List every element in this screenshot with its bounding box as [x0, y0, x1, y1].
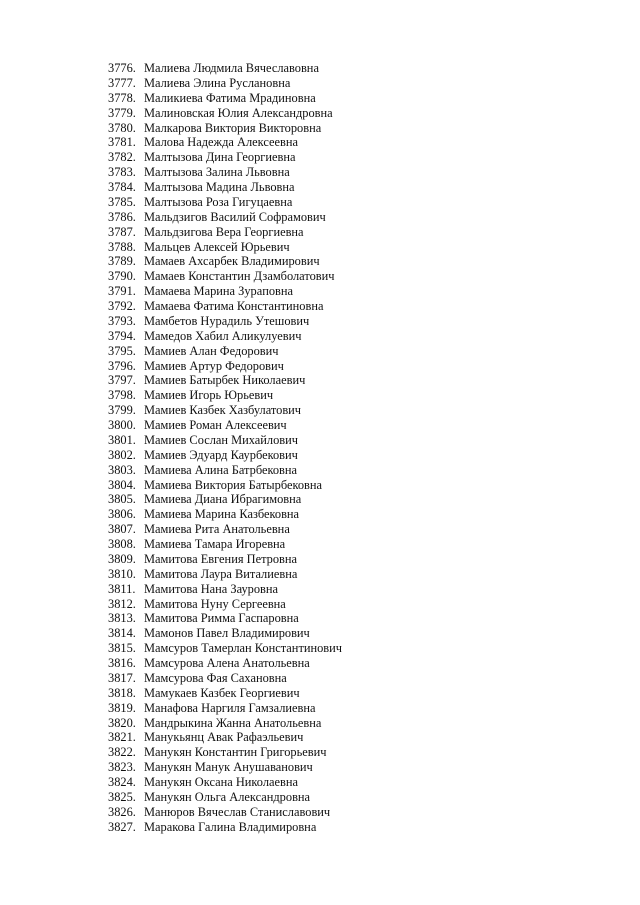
list-item	[108, 284, 342, 299]
list-item	[108, 165, 342, 180]
entry-number: 3799.	[108, 403, 136, 418]
entry-name: Мамиева Диана Ибрагимовна	[144, 492, 302, 507]
list-item	[108, 388, 342, 403]
entry-number: 3816.	[108, 656, 136, 670]
entry-name: Манюров Вячеслав Станиславович	[144, 804, 331, 819]
list-item	[108, 269, 342, 284]
list-item	[108, 641, 342, 656]
list-item	[108, 582, 342, 597]
entry-number: 3814.	[108, 626, 136, 641]
entry-name: Мамиев Казбек Хазбулатович	[144, 403, 302, 418]
entry-number: 3795.	[108, 343, 136, 358]
entry-name: Мальцев Алексей Юрьевич	[144, 239, 290, 254]
list-item	[108, 373, 342, 388]
entry-name: Мамиев Сослан Михайлович	[144, 432, 299, 447]
list-item	[108, 552, 342, 567]
entry-number: 3786.	[108, 209, 136, 224]
list-item	[108, 805, 342, 820]
entry-name: Мамсуров Тамерлан Константинович	[144, 641, 343, 656]
entry-name: Мамбетов Нурадиль Утешович	[144, 313, 310, 328]
entry-name: Мамиев Игорь Юрьевич	[144, 388, 274, 403]
entry-number: 3797.	[108, 373, 136, 388]
entry-name: Мамиева Виктория Батырбековна	[144, 477, 323, 492]
entry-name: Мамиева Тамара Игоревна	[144, 537, 286, 551]
list-item	[108, 329, 342, 344]
entry-name: Манукян Манук Анушаванович	[144, 760, 313, 775]
entry-number: 3800.	[108, 418, 136, 432]
entry-number: 3792.	[108, 299, 136, 313]
entry-number: 3813.	[108, 611, 136, 626]
entry-number: 3782.	[108, 150, 136, 165]
entry-name: Мамитова Римма Гаспаровна	[144, 611, 299, 626]
list-item	[108, 775, 342, 790]
entry-name: Манафова Наргиля Гамзалиевна	[144, 700, 316, 715]
list-item	[108, 403, 342, 418]
entry-number: 3818.	[108, 685, 136, 700]
entry-number: 3809.	[108, 551, 136, 566]
entry-name: Мамукаев Казбек Георгиевич	[144, 685, 300, 700]
entry-name: Манукян Оксана Николаевна	[144, 775, 298, 789]
entry-name: Малиева Элина Руслановна	[144, 75, 291, 90]
list-item	[108, 656, 342, 671]
entry-number: 3777.	[108, 75, 136, 90]
entry-name: Мамаев Ахсарбек Владимирович	[144, 254, 320, 269]
entry-number: 3783.	[108, 165, 136, 180]
entry-number: 3812.	[108, 596, 136, 611]
entry-number: 3822.	[108, 745, 136, 760]
entry-name: Малкарова Виктория Викторовна	[144, 120, 322, 135]
list-item	[108, 820, 342, 835]
list-item	[108, 254, 342, 269]
entry-number: 3788.	[108, 239, 136, 254]
entry-number: 3794.	[108, 328, 136, 343]
entry-number: 3801.	[108, 432, 136, 447]
list-item	[108, 433, 342, 448]
entry-name: Мамаева Марина Зурaповна	[144, 284, 294, 299]
entry-name: Мамедов Хабил Аликулуевич	[144, 328, 302, 343]
list-item	[108, 61, 342, 76]
entry-number: 3824.	[108, 775, 136, 789]
entry-name: Мандрыкина Жанна Анатольевна	[144, 715, 322, 730]
list-item	[108, 716, 342, 731]
list-item	[108, 240, 342, 255]
entry-name: Мамиева Марина Казбековна	[144, 507, 300, 522]
list-item	[108, 195, 342, 210]
entry-number: 3776.	[108, 61, 136, 75]
entry-name: Мамонов Павел Владимирович	[144, 626, 310, 641]
entry-name: Малиева Людмила Вячеславовна	[144, 61, 319, 75]
entry-name: Мамиев Роман Алексеевич	[144, 418, 287, 432]
entry-number: 3780.	[108, 120, 136, 135]
entry-number: 3796.	[108, 358, 136, 373]
entry-name: Малова Надежда Алексеевна	[144, 135, 298, 150]
list-item	[108, 745, 342, 760]
list-item	[108, 225, 342, 240]
list-item	[108, 344, 342, 359]
entry-number: 3820.	[108, 715, 136, 730]
list-item	[108, 135, 342, 150]
entry-name: Малиновская Юлия Александровна	[144, 105, 333, 120]
entry-number: 3798.	[108, 388, 136, 403]
list-item	[108, 760, 342, 775]
entry-number: 3787.	[108, 224, 136, 239]
list-item	[108, 418, 342, 433]
list-item	[108, 210, 342, 225]
entry-number: 3781.	[108, 135, 136, 150]
entry-name: Мамиева Рита Анатольевна	[144, 522, 290, 537]
entry-number: 3826.	[108, 804, 136, 819]
entry-number: 3803.	[108, 462, 136, 477]
entry-name: Манукян Константин Григорьевич	[144, 745, 327, 760]
entry-name: Мамитова Нуну Сергеевна	[144, 596, 286, 611]
entry-number: 3804.	[108, 477, 136, 492]
entry-number: 3821.	[108, 730, 136, 745]
entry-name: Мамиев Батырбек Николаевич	[144, 373, 306, 388]
entry-name: Мамиев Артур Федорович	[144, 358, 284, 373]
entry-number: 3817.	[108, 670, 136, 685]
entry-name: Мамсурова Фая Сахановна	[144, 670, 287, 685]
entry-number: 3810.	[108, 566, 136, 581]
list-item	[108, 121, 342, 136]
entry-number: 3827.	[108, 819, 136, 834]
entry-name: Мальдзигов Василий Софрамович	[144, 209, 326, 224]
list-item	[108, 611, 342, 626]
entry-number: 3785.	[108, 194, 136, 209]
list-item	[108, 567, 342, 582]
entry-name: Манукьянц Авак Рафаэльевич	[144, 730, 304, 745]
list-item	[108, 76, 342, 91]
list-item	[108, 522, 342, 537]
entry-number: 3791.	[108, 284, 136, 299]
entry-name: Малтызова Роза Гигуцаевна	[144, 194, 293, 209]
entry-number: 3790.	[108, 269, 136, 284]
entry-number: 3802.	[108, 447, 136, 462]
entry-name: Мамиев Эдуард Каурбекович	[144, 447, 298, 462]
entry-number: 3779.	[108, 105, 136, 120]
entry-number: 3811.	[108, 581, 136, 596]
entry-name: Мамиев Алан Федорович	[144, 343, 279, 358]
list-item	[108, 597, 342, 612]
list-item	[108, 180, 342, 195]
list-item	[108, 448, 342, 463]
list-item	[108, 91, 342, 106]
entry-number: 3825.	[108, 789, 136, 804]
list-item	[108, 701, 342, 716]
entry-number: 3815.	[108, 641, 136, 656]
entry-name: Мамаева Фатима Константиновна	[144, 299, 324, 313]
entry-number: 3808.	[108, 537, 136, 551]
entry-name: Мамитова Лаура Виталиевна	[144, 566, 298, 581]
entry-number: 3823.	[108, 760, 136, 775]
list-item	[108, 150, 342, 165]
entry-name: Мамсурова Алена Анатольевна	[144, 656, 310, 670]
name-list	[108, 61, 342, 835]
list-item	[108, 790, 342, 805]
entry-number: 3807.	[108, 522, 136, 537]
entry-name: Малтызова Залина Львовна	[144, 165, 290, 180]
entry-number: 3805.	[108, 492, 136, 507]
list-item	[108, 686, 342, 701]
entry-name: Малтызова Дина Георгиевна	[144, 150, 296, 165]
list-item	[108, 537, 342, 552]
entry-number: 3819.	[108, 700, 136, 715]
entry-number: 3784.	[108, 180, 136, 194]
entry-number: 3789.	[108, 254, 136, 269]
entry-name: Манукян Ольга Александровна	[144, 789, 311, 804]
list-item	[108, 106, 342, 121]
entry-name: Маликиева Фатима Мрадиновна	[144, 90, 316, 105]
list-item	[108, 507, 342, 522]
list-item	[108, 463, 342, 478]
list-item	[108, 359, 342, 374]
entry-name: Мальдзигова Вера Георгиевна	[144, 224, 304, 239]
entry-name: Малтызова Мадина Львовна	[144, 180, 295, 194]
entry-name: Мамаев Константин Дзамболатович	[144, 269, 335, 284]
list-item	[108, 626, 342, 641]
list-item	[108, 299, 342, 314]
entry-name: Мамиева Алина Батрбековна	[144, 462, 298, 477]
entry-name: Маракова Галина Владимировна	[144, 819, 317, 834]
list-item	[108, 730, 342, 745]
list-item	[108, 492, 342, 507]
entry-name: Мамитова Нана Зауровна	[144, 581, 279, 596]
entry-name: Мамитова Евгения Петровна	[144, 551, 298, 566]
list-item	[108, 314, 342, 329]
entry-number: 3778.	[108, 90, 136, 105]
list-item	[108, 478, 342, 493]
list-item	[108, 671, 342, 686]
entry-number: 3793.	[108, 313, 136, 328]
entry-number: 3806.	[108, 507, 136, 522]
